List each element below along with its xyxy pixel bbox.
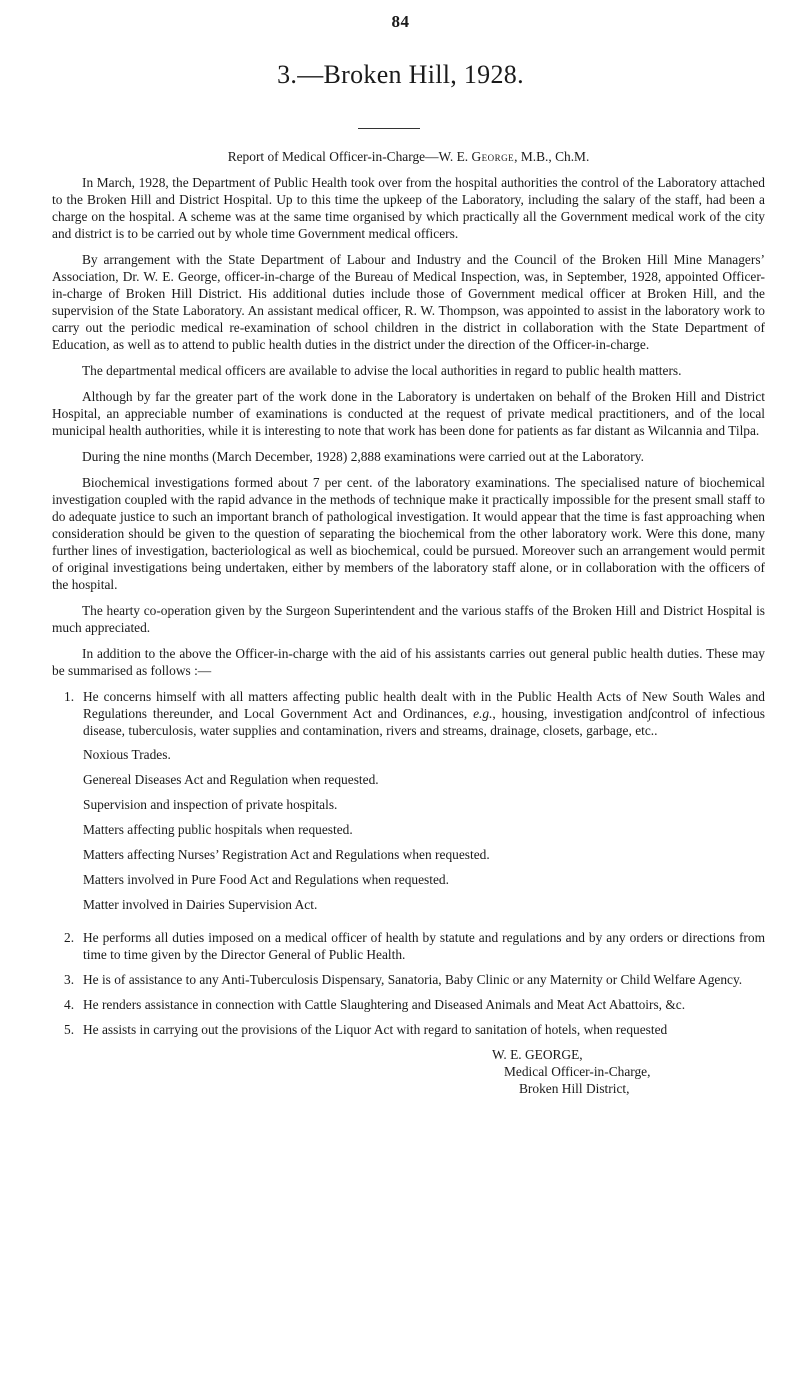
paragraph-appointment: By arrangement with the State Department of Labour and Industry and the Council of the Broken Hill Mine Managers’ Association, Dr. W. E. George, officer-in-charge of the Bureau of Medical Inspection, was, in September, 1928, appointed Officer-in-charge of Broken Hill District. His additional duties include those of Government medical officer at Broken Hill, and the supervision of the State Laboratory. An assistant medical officer, R. W. Thompson, was appointed to assist in the laboratory work to carry out the periodic medical re-examination of school children in the district in collaboration with the State Department of Education, as well as to attend to public health duties in the district under the direction of the Officer-in-charge. [52,252,765,352]
page-title: 3.—Broken Hill, 1928. [277,60,524,89]
duty-item [52,996,765,1013]
duty-sub-item: Genereal Diseases Act and Regulation when requested. [83,772,379,787]
byline-suffix: , M.B., Ch.M. [514,149,590,164]
report-byline [52,148,765,165]
duty-text-part: He concerns himself with all matters affecting public health dealt with in the Public Health Acts of New South Wales and Regulations thereunder, and Local Government Act and Ordinances, [83,689,765,721]
duty-item [52,971,765,988]
duty-number: 3. [64,972,75,987]
paragraph-laboratory-takeover: In March, 1928, the Department of Public Health took over from the hospital authorities the control of the Laboratory attached to the Broken Hill and District Hospital. Up to this time the upkeep of the Laboratory, including the salary of the staff, had been a charge on the hospital. A scheme was at the same time organised by which practically all the Government medical work of the city and district is to be carried out by whole time Government medical officers. [52,175,765,241]
paragraph-biochemical: Biochemical investigations formed about 7 per cent. of the laboratory examinations. The specialised nature of biochemical investigation coupled with the rapid advance in the methods of technique make it practically impossible for the present small staff to do adequate justice to such an important branch of pathological investigation. It would appear that the time is fast approaching when consideration should be given to the question of separating the biochemical from the other laboratory work. Were this done, many further lines of investigation, bacteriological as well as biochemical, could be pursued. Moreover such an arrangement would permit of original investigations being undertaken, either by members of the laboratory staff alone, or in collaboration with the officers of the hospital. [52,475,765,592]
duty-text: He renders assistance in connection with Cattle Slaughtering and Diseased Animals and Meat Act Abattoirs, &c. [83,997,686,1012]
signature-title: Medical Officer-in-Charge, [504,1064,651,1079]
byline-prefix: Report of Medical Officer-in-Charge—W. E. [227,149,472,164]
duty-number: 1. [64,689,75,704]
duty-text [83,688,765,921]
duty-sub-item: Matters affecting Nurses’ Registration Act and Regulations when requested. [83,847,490,862]
paragraph-hospital-work: Although by far the greater part of the work done in the Laboratory is undertaken on behalf of the Broken Hill and District Hospital, an appreciable number of examinations is conducted at the request of private medical practitioners, and of the local municipal health authorities, while it is interesting to note that work has been done for patients as far distant as Wilcannia and Tilpa. [52,389,765,438]
page-number: 84 [391,12,410,31]
report-body [52,148,765,1097]
duty-item [52,688,765,921]
duty-number: 4. [64,997,75,1012]
duty-number: 2. [64,930,75,945]
paragraph-acknowledgement: The hearty co-operation given by the Surgeon Superintendent and the various staffs of the Broken Hill and District Hospital is much appreciated. [52,603,765,635]
duty-text-emphasis: e.g. [473,706,493,721]
paragraph-general-duties: In addition to the above the Officer-in-charge with the aid of his assistants carries out general public health duties. These may be summarised as follows :— [52,646,765,678]
duty-sub-item: Supervision and inspection of private hospitals. [83,797,338,812]
duty-text: He is of assistance to any Anti-Tuberculosis Dispensary, Sanatoria, Baby Clinic or any Maternity or Child Welfare Agency. [83,972,743,987]
title-divider [358,128,420,129]
signature-name: W. E. GEORGE, [492,1047,583,1062]
byline-surname: George [471,149,515,164]
paragraph-examinations-count: During the nine months (March December, 1928) 2,888 examinations were carried out at the Laboratory. [82,449,644,464]
duty-sub-item: Noxious Trades. [83,747,171,762]
duty-text: He performs all duties imposed on a medical officer of health by statute and regulations and by any orders or directions from time to time given by the Director General of Public Health. [83,930,765,962]
duty-sub-item: Matter involved in Dairies Supervision Act. [83,897,318,912]
duties-list [52,688,765,1038]
duty-number: 5. [64,1022,75,1037]
signature-block [492,1046,765,1097]
duty-text-part: , housing, investigation and∫control of infectious disease, tuberculosis, water supplies and contamination, rivers and streams, drainage, closets, garbage, etc.. [83,706,765,738]
duty-sub-list [83,746,765,913]
duty-text: He assists in carrying out the provisions of the Liquor Act with regard to sanitation of hotels, when requested [83,1022,668,1037]
duty-item [52,1021,765,1038]
duty-item [52,929,765,963]
signature-district: Broken Hill District, [519,1081,630,1096]
duty-sub-item: Matters involved in Pure Food Act and Regulations when requested. [83,872,449,887]
duty-sub-item: Matters affecting public hospitals when requested. [83,822,353,837]
paragraph-advisory: The departmental medical officers are available to advise the local authorities in regard to public health matters. [82,363,682,378]
